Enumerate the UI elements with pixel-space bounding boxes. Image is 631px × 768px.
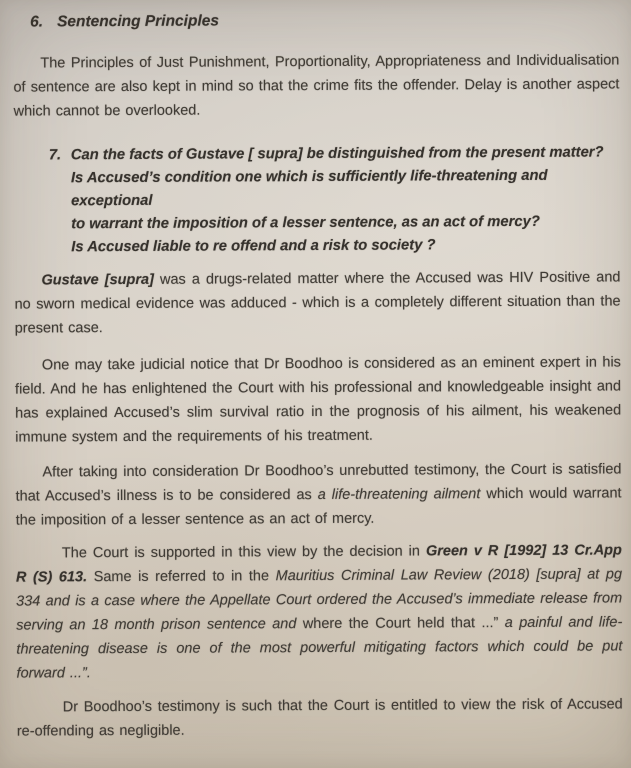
review-reference: Mauritius Criminal Law Review (2018) [supra] at pg 334 and is a case where the Appellate Court ordered the Accused’s immediate release from serving an 18 month prison sentence and [16, 566, 623, 634]
paragraph-text: where the Court held that ...” [302, 615, 505, 633]
paragraph-text: After taking into consideration Dr Boodhoo’s unrebutted testimony, the Court is satisfied that Accused’s illness is to be considered as [15, 461, 622, 505]
case-reference: Gustave [supra] [41, 271, 154, 289]
paragraph-expert-opinion: One may take judicial notice that Dr Boodhoo is considered as an eminent expert in his field. And he has enlightened the Court with his professional and knowledgeable insight and has explained Accused’s slim survival ratio in the prognosis of his ailment, his weakened immune system and the requirements of his treatment. [14, 354, 622, 446]
section-title: Sentencing Principles [57, 12, 220, 31]
section-number: 6. [30, 13, 44, 31]
question-line: Is Accused liable to re offend and a risk to society ? [71, 237, 436, 256]
paragraph-risk-negligible: Dr Boodhoo’s testimony is such that the Court is entitled to view the risk of Accused re-offending as negligible. [16, 696, 623, 740]
paragraph-text: was a drugs-related matter where the Accused was HIV Positive and no sworn medical evidence was adduced - which is a completely different situation than the present case. [14, 269, 621, 337]
emphasized-text: a life-threatening ailment [317, 486, 481, 503]
paragraph-green-v-r [16, 538, 623, 685]
paragraph-court-satisfied [15, 457, 621, 532]
question-line: Is Accused’s condition one which is sufficiently life-threatening and exceptional [70, 167, 548, 210]
question-line: Can the facts of Gustave [ supra] be distinguished from the present matter? [70, 144, 604, 164]
case-citation: Green v R [1992] 13 Cr.App R (S) 613. [15, 542, 622, 586]
paragraph-gustave [14, 265, 620, 340]
question-block [48, 141, 621, 259]
paragraph-text: The Court is supported in this view by the decision in [61, 543, 426, 562]
paragraph-text: which would warrant the imposition of a lesser sentence as an act of mercy. [15, 485, 622, 529]
quoted-holding: a painful and life-threatening disease is one of the most powerful mitigating factors which could be put forward ...”. [16, 614, 623, 682]
question-number: 7. [48, 147, 62, 164]
section-heading [13, 7, 619, 34]
paragraph-sentencing-principles: The Principles of Just Punishment, Proportionality, Appropriateness and Individualisation of sentence are also kept in mind so that the crime fits the offender. Delay is another aspect which cannot be overlooked. [13, 52, 620, 120]
question-line: to warrant the imposition of a lesser sentence, as an act of mercy? [71, 213, 540, 233]
paragraph-text: Same is referred to in the [87, 568, 276, 586]
